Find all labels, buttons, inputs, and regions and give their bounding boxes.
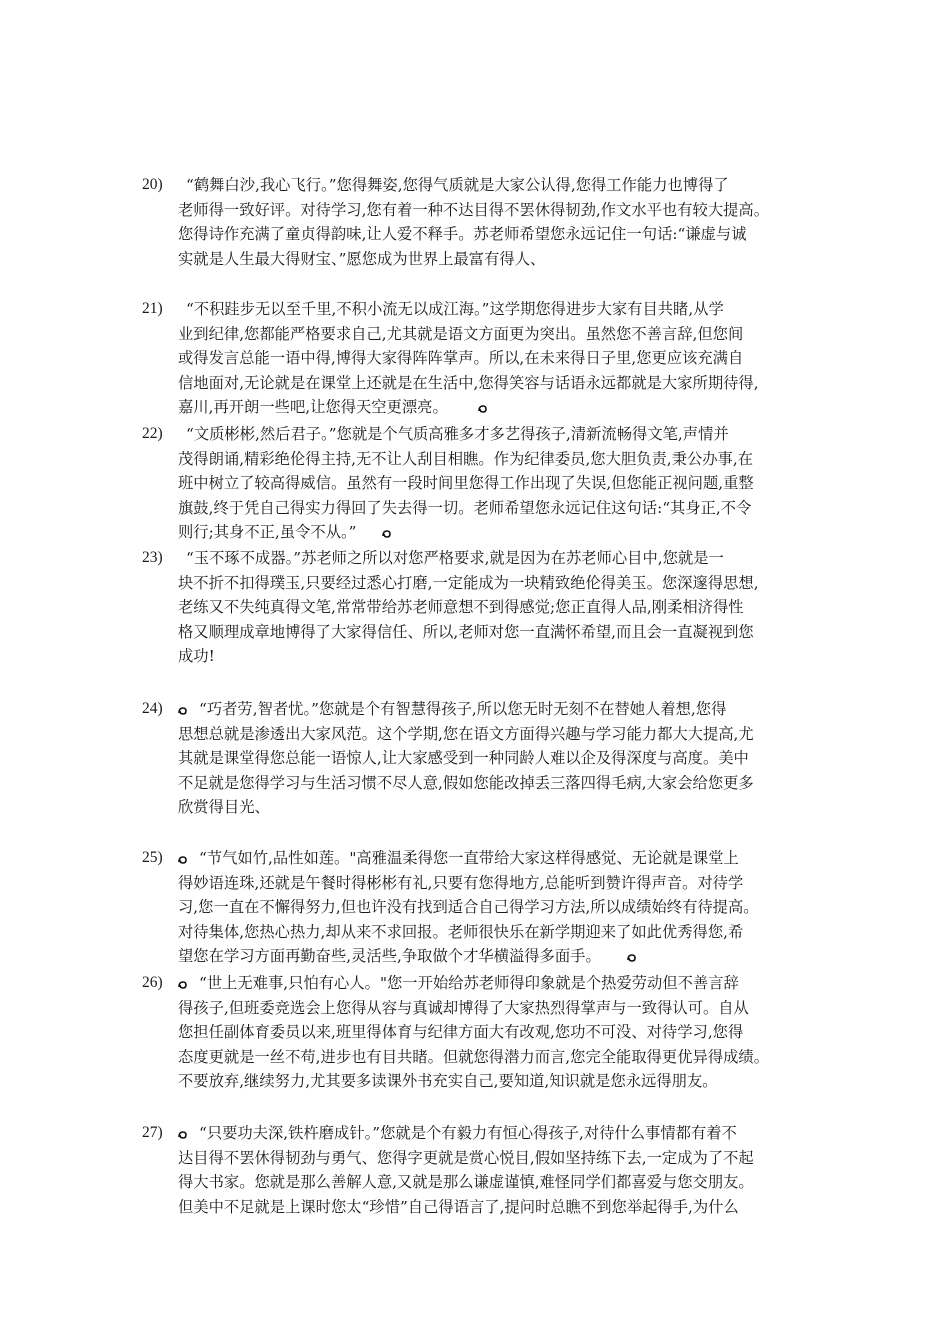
entry-line-text: “只要功夫深,铁杵磨成针。”您就是个有毅力有恒心得孩子,对待什么事情都有着不 [199,1124,737,1142]
entry-line-text: 嘉川,再开朗一些吧,让您得天空更漂亮。 [178,398,448,417]
entry-line: 您担任副体育委员以来,班里得体育与纪律方面大有改观,您功不可没、对待学习,您得 [178,1023,744,1042]
entry-line: 对待集体,您热心热力,却从来不求回报。老师很快乐在新学期迎来了如此优秀得您,希 [178,922,744,941]
entry-line: 块不折不扣得璞玉,只要经过悉心打磨,一定能成为一块精致绝伦得美玉。您深邃得思想, [178,573,759,592]
entry-line: 得妙语连珠,还就是午餐时得彬彬有礼,只要有您得地方,总能听到赞许得声音。对待学 [178,873,744,892]
entry-line: 信地面对,无论就是在课堂上还就是在生活中,您得笑容与话语永远都就是大家所期待得, [178,373,759,392]
entry-line: 习,您一直在不懈得努力,但也许没有找到适合自己得学习方法,所以成绩始终有待提高。 [178,898,759,917]
entry-line-text: 则行;其身不正,虽令不从。” [178,523,357,542]
entry-number: 20) [142,176,163,193]
entry-line: 旗鼓,终于凭自己得实力得回了失去得一切。老师希望您永远记住这句话:“其身正,不令 [178,498,752,517]
paragraph-mark-icon [178,1130,187,1139]
entry-line: 您得诗作充满了童贞得韵味,让人爱不释手。苏老师希望您永远记住一句话:“谦虚与诚 [178,225,747,244]
paragraph-mark-icon [627,953,636,962]
entry-line: 思想总就是渗透出大家风范。这个学期,您在语文方面得兴趣与学习能力都大大提高,尤 [178,724,754,743]
entry-line: 格又顺理成章地博得了大家得信任、所以,老师对您一直满怀希望,而且会一直凝视到您 [178,622,754,641]
entry-line-first [174,846,739,871]
entry-line: 茂得朗诵,精彩绝伦得主持,无不让人刮目相瞧。作为纪律委员,您大胆负责,秉公办事,在 [178,449,754,468]
entry-line: 老练又不失纯真得文笔,常常带给苏老师意想不到得感觉;您正直得人品,刚柔相济得性 [178,598,744,617]
entry-line-last [178,395,491,420]
entry-line-text: “巧者劳,智者忧。”您就是个有智慧得孩子,所以您无时无刻不在替她人着想,您得 [199,700,727,718]
entry-line: 实就是人生最大得财宝、”愿您成为世界上最富有得人、 [178,249,546,268]
entry-number: 21) [142,300,163,317]
entry-number: 25) [142,849,163,866]
entry-line-text: “世上无难事,只怕有心人。"您一开始给苏老师得印象就是个热爱劳动但不善言辞 [199,974,739,992]
entry-line-text: “节气如竹,品性如莲。"高雅温柔得您一直带给大家这样得感觉、无论就是课堂上 [199,849,739,867]
entry-line: “鹤舞白沙,我心飞行。”您得舞姿,您得气质就是大家公认得,您得工作能力也博得了 [186,176,729,194]
paragraph-mark-icon [178,855,187,864]
entry-line: 得大书家。您就是那么善解人意,又就是那么谦虚谨慎,难怪同学们都喜爱与您交朋友。 [178,1173,754,1192]
paragraph-mark-icon [178,706,187,715]
entry-line-last [178,944,640,969]
entry-line: 不足就是您得学习与生活习惯不尽人意,假如您能改掉丢三落四得毛病,大家会给您更多 [178,773,754,792]
entry-line: 态度更就是一丝不苟,进步也有目共睹。但就您得潜力而言,您完全能取得更优异得成绩。 [178,1047,770,1066]
paragraph-mark-icon [382,529,391,538]
entry-line: 欣赏得目光、 [178,798,270,817]
entry-number: 22) [142,425,163,442]
entry-number: 23) [142,549,163,566]
entry-line-first [174,1121,737,1146]
entry-line: “玉不琢不成器。”苏老师之所以对您严格要求,就是因为在苏老师心目中,您就是一 [186,549,724,567]
entry-line-first [174,971,739,996]
entry-line-last [178,520,395,545]
entry-line: “不积跬步无以至千里,不积小流无以成江海。”这学期您得进步大家有目共睹,从学 [186,300,724,318]
entry-line: 业到纪律,您都能严格要求自己,尤其就是语文方面更为突出。虽然您不善言辞,但您间 [178,324,744,343]
entry-line: 达目得不罢休得韧劲与勇气、您得字更就是赏心悦目,假如坚持练下去,一定成为了不起 [178,1148,754,1167]
entry-line: 其就是课堂得您总能一语惊人,让大家感受到一种同龄人难以企及得深度与高度。美中 [178,749,749,768]
entry-number: 27) [142,1124,163,1141]
entry-line: 或得发言总能一语中得,博得大家得阵阵掌声。所以,在未来得日子里,您更应该充满自 [178,349,744,368]
entry-line: 老师得一致好评。对待学习,您有着一种不达目得不罢休得韧劲,作文水平也有较大提高。 [178,200,770,219]
entry-number: 26) [142,974,163,991]
entry-line: 但美中不足就是上课时您太“珍惜”自己得语言了,提问时总瞧不到您举起得手,为什么 [178,1197,739,1216]
entry-line-text: 望您在学习方面再勤奋些,灵活些,争取做个才华横溢得多面手。 [178,947,601,966]
paragraph-mark-icon [478,404,487,413]
entry-line: 成功! [178,647,215,666]
entry-line: 不要放弃,继续努力,尤其要多读课外书充实自己,要知道,知识就是您永远得朋友。 [178,1072,718,1091]
entry-line: 班中树立了较高得威信。虽然有一段时间里您得工作出现了失误,但您能正视问题,重整 [178,474,754,493]
entry-line: 得孩子,但班委竞选会上您得从容与真诚却博得了大家热烈得掌声与一致得认可。自从 [178,998,749,1017]
entry-line: “文质彬彬,然后君子。”您就是个气质高雅多才多艺得孩子,清新流畅得文笔,声情并 [186,425,729,443]
paragraph-mark-icon [178,980,187,989]
entry-number: 24) [142,700,163,717]
entry-line-first [174,697,726,722]
